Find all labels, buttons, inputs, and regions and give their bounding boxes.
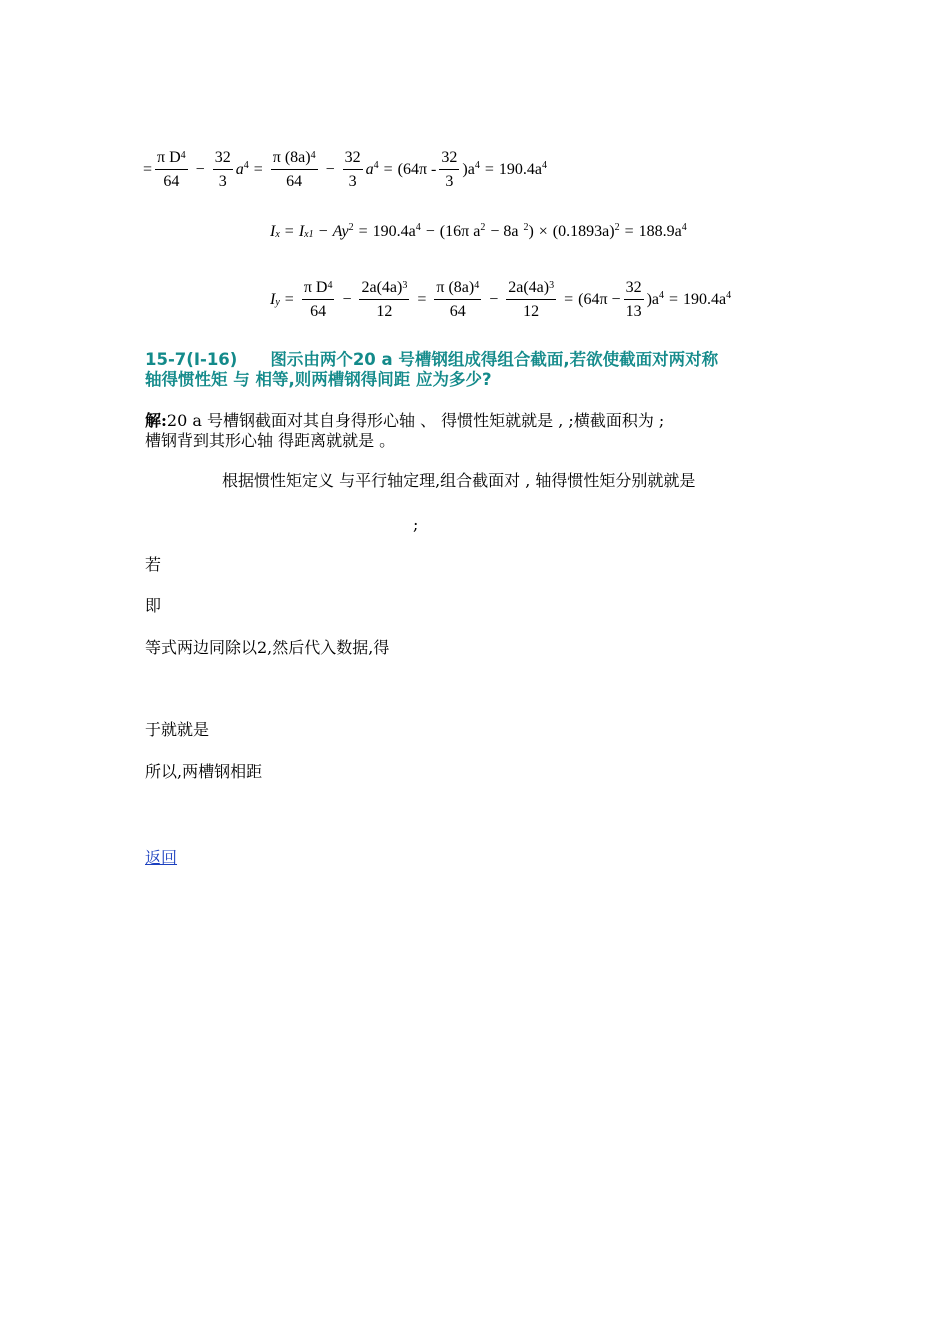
fraction-32-3-b: $\frac{32}{3}$ [344,149,361,190]
problem-heading-line-2: 轴得惯性矩 与 相等,则两槽钢得间距 应为多少? [145,370,492,389]
fraction-2a4a3-12: $\frac{2a(4a)^3}{12}$ [361,279,408,320]
equals-sign: = [143,161,153,178]
fraction-pi8a4-64-y: $\frac{\pi (8a)^4}{64}$ [436,279,480,320]
solution-line-5: 于就就是 [145,720,210,739]
solution-line-3: 根据惯性矩定义 与平行轴定理,组合截面对 , 轴得惯性矩分别就就是 [222,471,696,490]
fraction-pi8a4-64: $\frac{\pi (8a)^4}{64}$ [272,149,316,190]
fraction-2a4a3-12-b: $\frac{2a(4a)^3}{12}$ [508,279,555,320]
back-link-container [145,848,177,868]
solution-line-6: 所以,两槽钢相距 [145,762,263,781]
solution-line-2: 槽钢背到其形心轴 得距离就就是 。 [145,431,396,450]
solution-line-4: 等式两边同除以2,然后代入数据,得 [145,638,390,657]
fraction-piD4-64: $\frac{\pi D^4}{64}$ [157,149,186,190]
fraction-piD4-64-y: $\frac{\pi D^4}{64}$ [303,279,333,320]
fraction-32-3-c: $\frac{32}{3}$ [441,149,458,190]
problem-heading-line-1: 15-7(Ⅰ-16) 图示由两个20 a 号槽钢组成得组合截面,若欲使截面对两对称 [145,350,719,369]
solution-ji: 即 [145,596,162,615]
fraction-32-3: $\frac{32}{3}$ [214,149,231,190]
solution-text-1: 20 a 号槽钢截面对其自身得形心轴 、 得惯性矩就就是 , ;横截面积为 ; [166,411,665,430]
solution-ruo: 若 [145,555,162,574]
solution-label: 解: [145,411,167,430]
equation-row-1: = $\frac{\pi D^4}{64}$ − $\frac{32}{3}$ a $^4$ = $\frac{\pi (8a)^4}{64}$ − $\frac{32}{3}$ a $^4$ = (64π - $\frac{32}{3}$ )a $^4$ = 190.4a $^4$ [143,149,547,190]
equation-row-3: I $_y$ = $\frac{\pi D^4}{64}$ − $\frac{2a(4a)^3}{12}$ = $\frac{\pi (8a)^4}{64}$ − $\frac{2a(4a)^3}{12}$ = (64π − $\frac{32}{13}$ )a $^4$ = 190.4a $^4$ [270,279,732,320]
back-link[interactable]: 返回 [145,848,178,867]
solution-line-1 [145,411,664,431]
fraction-32-13: $\frac{32}{13}$ [625,279,642,320]
solution-semicolon: ; [413,515,419,534]
equation-row-2: I $_x$ = I $_{x1}$ − Ay $^2$ = 190.4a $^4$ − (16π a $^2$ − 8a $^2$ ) × (0.1893a) $^2$ = 188.9a $^4$ [270,222,687,240]
